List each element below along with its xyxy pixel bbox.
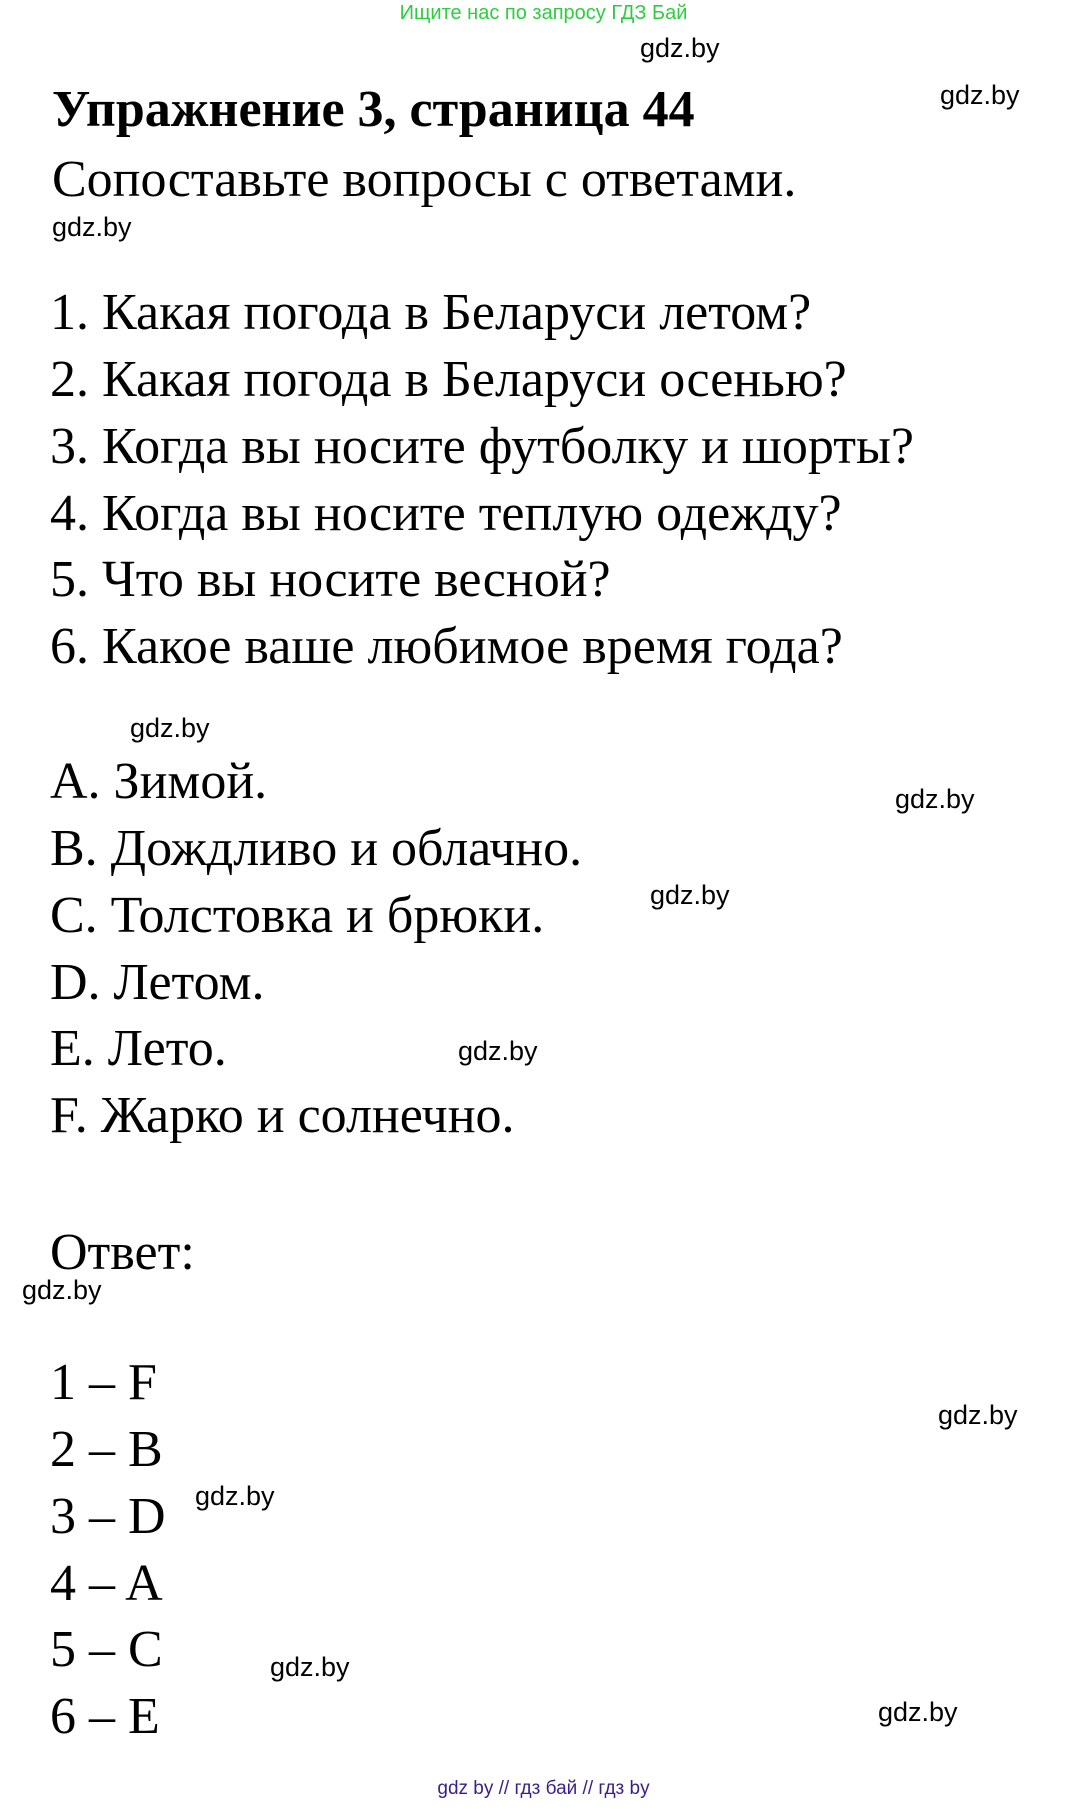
watermark: gdz.by xyxy=(22,1275,102,1305)
watermark: gdz.by xyxy=(52,212,132,242)
question-item: 4. Когда вы носите теплую одежду? xyxy=(50,485,842,542)
footer-links[interactable]: gdz by // гдз бай // гдз by xyxy=(437,1778,650,1799)
watermark: gdz.by xyxy=(640,33,720,63)
watermark: gdz.by xyxy=(938,1400,1018,1430)
question-item: 2. Какая погода в Беларуси осенью? xyxy=(50,351,847,408)
option-item: E. Лето. xyxy=(50,1020,227,1077)
question-item: 5. Что вы носите весной? xyxy=(50,551,611,608)
answer-item: 1 – F xyxy=(50,1354,157,1411)
page-title: Упражнение 3, страница 44 xyxy=(52,81,695,138)
watermark: gdz.by xyxy=(650,880,730,910)
option-item: C. Толстовка и брюки. xyxy=(50,887,545,944)
question-item: 1. Какая погода в Беларуси летом? xyxy=(50,284,812,341)
watermark: gdz.by xyxy=(270,1652,350,1682)
watermark: gdz.by xyxy=(130,713,210,743)
watermark: gdz.by xyxy=(940,80,1020,110)
answer-item: 2 – B xyxy=(50,1421,163,1478)
answer-item: 4 – A xyxy=(50,1555,163,1612)
answer-item: 3 – D xyxy=(50,1488,166,1545)
top-banner[interactable]: Ищите нас по запросу ГДЗ Бай xyxy=(399,2,688,24)
answer-label: Ответ: xyxy=(50,1224,195,1281)
watermark: gdz.by xyxy=(458,1036,538,1066)
option-item: F. Жарко и солнечно. xyxy=(50,1087,515,1144)
question-item: 3. Когда вы носите футболку и шорты? xyxy=(50,418,914,475)
option-item: D. Летом. xyxy=(50,954,265,1011)
watermark: gdz.by xyxy=(195,1481,275,1511)
watermark: gdz.by xyxy=(878,1697,958,1727)
question-item: 6. Какое ваше любимое время года? xyxy=(50,618,843,675)
option-item: B. Дождливо и облачно. xyxy=(50,820,583,877)
answer-item: 6 – E xyxy=(50,1688,160,1745)
answer-item: 5 – C xyxy=(50,1621,163,1678)
watermark: gdz.by xyxy=(895,784,975,814)
option-item: A. Зимой. xyxy=(50,753,268,810)
instruction-text: Сопоставьте вопросы с ответами. xyxy=(52,151,797,208)
